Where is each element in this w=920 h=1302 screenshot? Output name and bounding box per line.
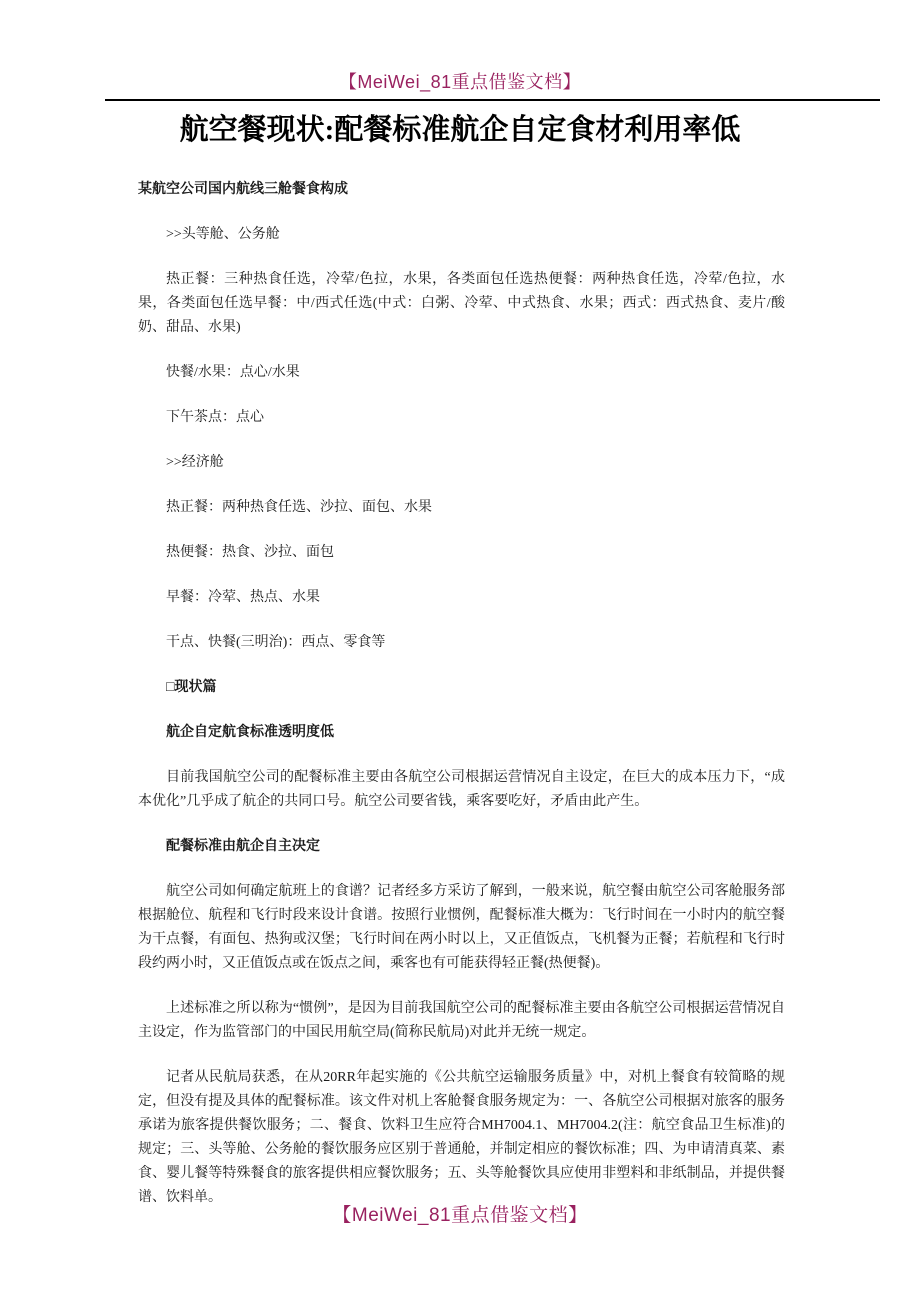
paragraph: 记者从民航局获悉，在从20RR年起实施的《公共航空运输服务质量》中，对机上餐食有较简略的规定，但没有提及具体的配餐标准。该文件对机上客舱餐食服务规定为：一、各航空公司根据对旅客的服务承诺为旅客提供餐饮服务；二、餐食、饮料卫生应符合MH7004.1、MH7004.2(注：航空食品卫生标准)的规定；三、头等舱、公务舱的餐饮服务应区别于普通舱，并制定相应的餐饮标准；四、为申请清真菜、素食、婴儿餐等特殊餐食的旅客提供相应餐饮服务；五、头等舱餐饮具应使用非塑料和非纸制品，并提供餐谱、饮料单。 [138, 1070, 785, 1205]
document-title: 航空餐现状:配餐标准航企自定食材利用率低 [179, 114, 741, 146]
paragraph: 上述标准之所以称为“惯例”，是因为目前我国航空公司的配餐标准主要由各航空公司根据运营情况自主设定，作为监管部门的中国民用航空局(简称民航局)对此并无统一规定。 [138, 1001, 785, 1040]
paragraph-heading: 航企自定航食标准透明度低 [166, 725, 334, 740]
paragraph: 下午茶点：点心 [166, 410, 264, 425]
paragraph: 目前我国航空公司的配餐标准主要由各航空公司根据运营情况自主设定，在巨大的成本压力下，“成本优化”几乎成了航企的共同口号。航空公司要省钱，乘客要吃好，矛盾由此产生。 [138, 770, 785, 809]
header-divider [105, 99, 880, 101]
paragraph: >>经济舱 [166, 455, 224, 470]
page-header-watermark: 【MeiWei_81重点借鉴文档】 [338, 72, 582, 92]
paragraph: 热便餐：热食、沙拉、面包 [166, 545, 334, 560]
paragraph-heading: □现状篇 [166, 680, 217, 695]
paragraph: 干点、快餐(三明治)：西点、零食等 [166, 635, 386, 650]
page-footer-watermark: 【MeiWei_81重点借鉴文档】 [332, 1205, 588, 1226]
paragraph: 热正餐：三种热食任选，冷荤/色拉，水果，各类面包任选热便餐：两种热食任选，冷荤/色拉，水果，各类面包任选早餐：中/西式任选(中式：白粥、冷荤、中式热食、水果；西式：西式热食、麦片/酸奶、甜品、水果) [138, 272, 785, 335]
document-body [0, 178, 920, 1210]
paragraph: 航空公司如何确定航班上的食谱？记者经多方采访了解到，一般来说，航空餐由航空公司客舱服务部根据舱位、航程和飞行时段来设计食谱。按照行业惯例，配餐标准大概为：飞行时间在一小时内的航空餐为干点餐，有面包、热狗或汉堡；飞行时间在两小时以上，又正值饭点，飞机餐为正餐；若航程和飞行时段约两小时，又正值饭点或在饭点之间，乘客也有可能获得轻正餐(热便餐)。 [138, 884, 785, 971]
paragraph: 早餐：冷荤、热点、水果 [166, 590, 320, 605]
paragraph: 热正餐：两种热食任选、沙拉、面包、水果 [166, 500, 432, 515]
paragraph: >>头等舱、公务舱 [166, 227, 280, 242]
paragraph-heading: 配餐标准由航企自主决定 [166, 839, 320, 854]
paragraph-heading: 某航空公司国内航线三舱餐食构成 [138, 182, 348, 197]
paragraph: 快餐/水果：点心/水果 [166, 365, 300, 380]
